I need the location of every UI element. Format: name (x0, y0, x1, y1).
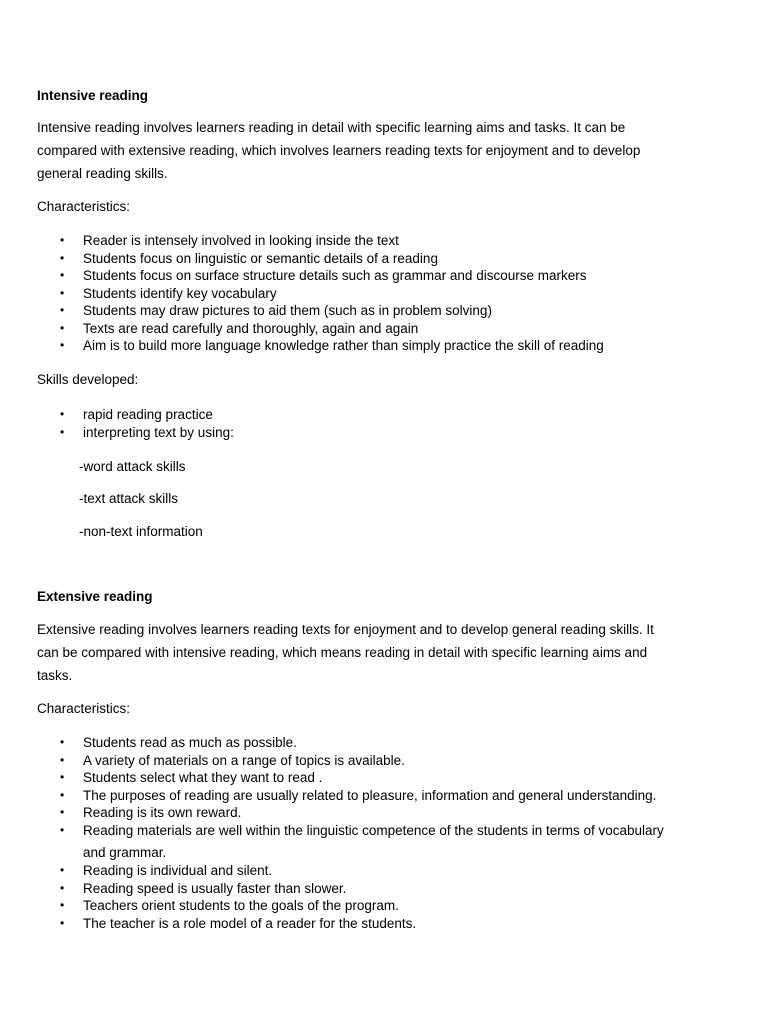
bullet-icon: • (60, 863, 65, 877)
bullet-icon: • (60, 233, 65, 247)
sub-skill-item: -word attack skills (79, 459, 186, 474)
bullet-icon: • (60, 770, 65, 784)
intensive-heading-block (37, 88, 727, 104)
bullet-icon: • (60, 338, 65, 352)
list-item (37, 897, 727, 915)
list-item-text: interpreting text by using: (83, 424, 234, 440)
list-item (37, 787, 727, 805)
bullet-icon: • (60, 805, 65, 819)
list-item-text: Students may draw pictures to aid them (such as in problem solving) (83, 303, 492, 318)
intensive-paragraph-line: Intensive reading involves learners reading in detail with specific learning aims and tasks. It can be (37, 120, 626, 135)
list-item-text: Aim is to build more language knowledge rather than simply practice the skill of reading (83, 338, 604, 353)
list-item-text: Students focus on linguistic or semantic details of a reading (83, 250, 438, 266)
extensive-heading-block (37, 589, 727, 605)
list-item (37, 320, 727, 338)
intensive-characteristics-list (37, 232, 727, 355)
bullet-icon: • (60, 268, 65, 282)
extensive-characteristics-label-block (37, 701, 727, 717)
list-item-text: Students identify key vocabulary (83, 285, 277, 301)
list-item (37, 822, 727, 840)
intensive-paragraph-line: general reading skills. (37, 166, 168, 181)
bullet-icon: • (60, 898, 65, 912)
list-item-text: Reading is individual and silent. (83, 863, 273, 878)
extensive-characteristics-list-block-2 (37, 862, 727, 932)
skills-developed-label: Skills developed: (37, 372, 139, 387)
list-item-continuation: and grammar. (83, 845, 167, 860)
list-item (37, 267, 727, 285)
intensive-characteristics-label-block (37, 199, 727, 215)
extensive-paragraph-line: tasks. (37, 668, 73, 683)
list-item-text: Reader is intensely involved in looking inside the text (83, 233, 399, 248)
list-item (37, 337, 727, 355)
list-item (37, 406, 727, 424)
list-item-text: A variety of materials on a range of topics is available. (83, 752, 405, 768)
bullet-icon: • (60, 752, 65, 767)
list-item-text: The purposes of reading are usually related to pleasure, information and general understanding. (83, 787, 657, 803)
skills-list-block (37, 406, 727, 441)
bullet-icon: • (60, 407, 65, 421)
bullet-icon: • (60, 285, 65, 300)
extensive-characteristics-list-continued (37, 862, 727, 932)
list-item-text: Students select what they want to read . (83, 770, 323, 785)
list-item (37, 915, 727, 933)
list-item-text: Texts are read carefully and thoroughly, again and again (83, 320, 419, 336)
skills-label-block (37, 372, 727, 388)
list-item (37, 285, 727, 303)
list-item (37, 804, 727, 822)
list-item (37, 424, 727, 442)
intensive-heading: Intensive reading (37, 88, 149, 103)
intensive-characteristics-label: Characteristics: (37, 199, 131, 214)
bullet-icon: • (60, 822, 65, 837)
bullet-icon: • (60, 735, 65, 749)
extensive-paragraph-line: Extensive reading involves learners reading texts for enjoyment and to develop general reading skills. It (37, 622, 654, 637)
list-item-text: rapid reading practice (83, 407, 213, 422)
bullet-icon: • (60, 250, 65, 265)
list-item-text: The teacher is a role model of a reader for the students. (83, 915, 417, 931)
sub-skill-block (37, 491, 727, 507)
extensive-heading: Extensive reading (37, 589, 153, 604)
skills-list (37, 406, 727, 441)
list-item-text: Students focus on surface structure details such as grammar and discourse markers (83, 268, 587, 283)
bullet-icon: • (60, 303, 65, 317)
sub-skill-block (37, 524, 727, 540)
bullet-icon: • (60, 915, 65, 930)
bullet-icon: • (60, 787, 65, 802)
list-item (37, 232, 727, 250)
bullet-icon: • (60, 424, 65, 439)
continuation-block (37, 845, 727, 861)
sub-skill-item: -text attack skills (79, 491, 179, 506)
list-item (37, 250, 727, 268)
list-item (37, 302, 727, 320)
list-item-text: Reading is its own reward. (83, 805, 242, 820)
list-item-text: Teachers orient students to the goals of the program. (83, 898, 399, 913)
list-item (37, 769, 727, 787)
intensive-paragraph (37, 116, 727, 185)
extensive-paragraph-line: can be compared with intensive reading, which means reading in detail with specific learning aims and (37, 645, 648, 660)
bullet-icon: • (60, 880, 65, 895)
sub-skill-item: -non-text information (79, 524, 203, 539)
extensive-paragraph (37, 618, 727, 687)
list-item (37, 880, 727, 898)
extensive-characteristics-label: Characteristics: (37, 701, 131, 716)
extensive-characteristics-list (37, 734, 727, 839)
list-item (37, 734, 727, 752)
list-item (37, 752, 727, 770)
sub-skill-block (37, 459, 727, 475)
list-item (37, 862, 727, 880)
list-item-text: Reading speed is usually faster than slower. (83, 880, 347, 896)
intensive-characteristics-list-block (37, 232, 727, 355)
intensive-paragraph-line: compared with extensive reading, which involves learners reading texts for enjoyment and to develop (37, 143, 641, 158)
extensive-characteristics-list-block (37, 734, 727, 839)
list-item-text: Reading materials are well within the linguistic competence of the students in terms of vocabulary (83, 822, 664, 838)
bullet-icon: • (60, 320, 65, 335)
list-item-text: Students read as much as possible. (83, 735, 297, 750)
